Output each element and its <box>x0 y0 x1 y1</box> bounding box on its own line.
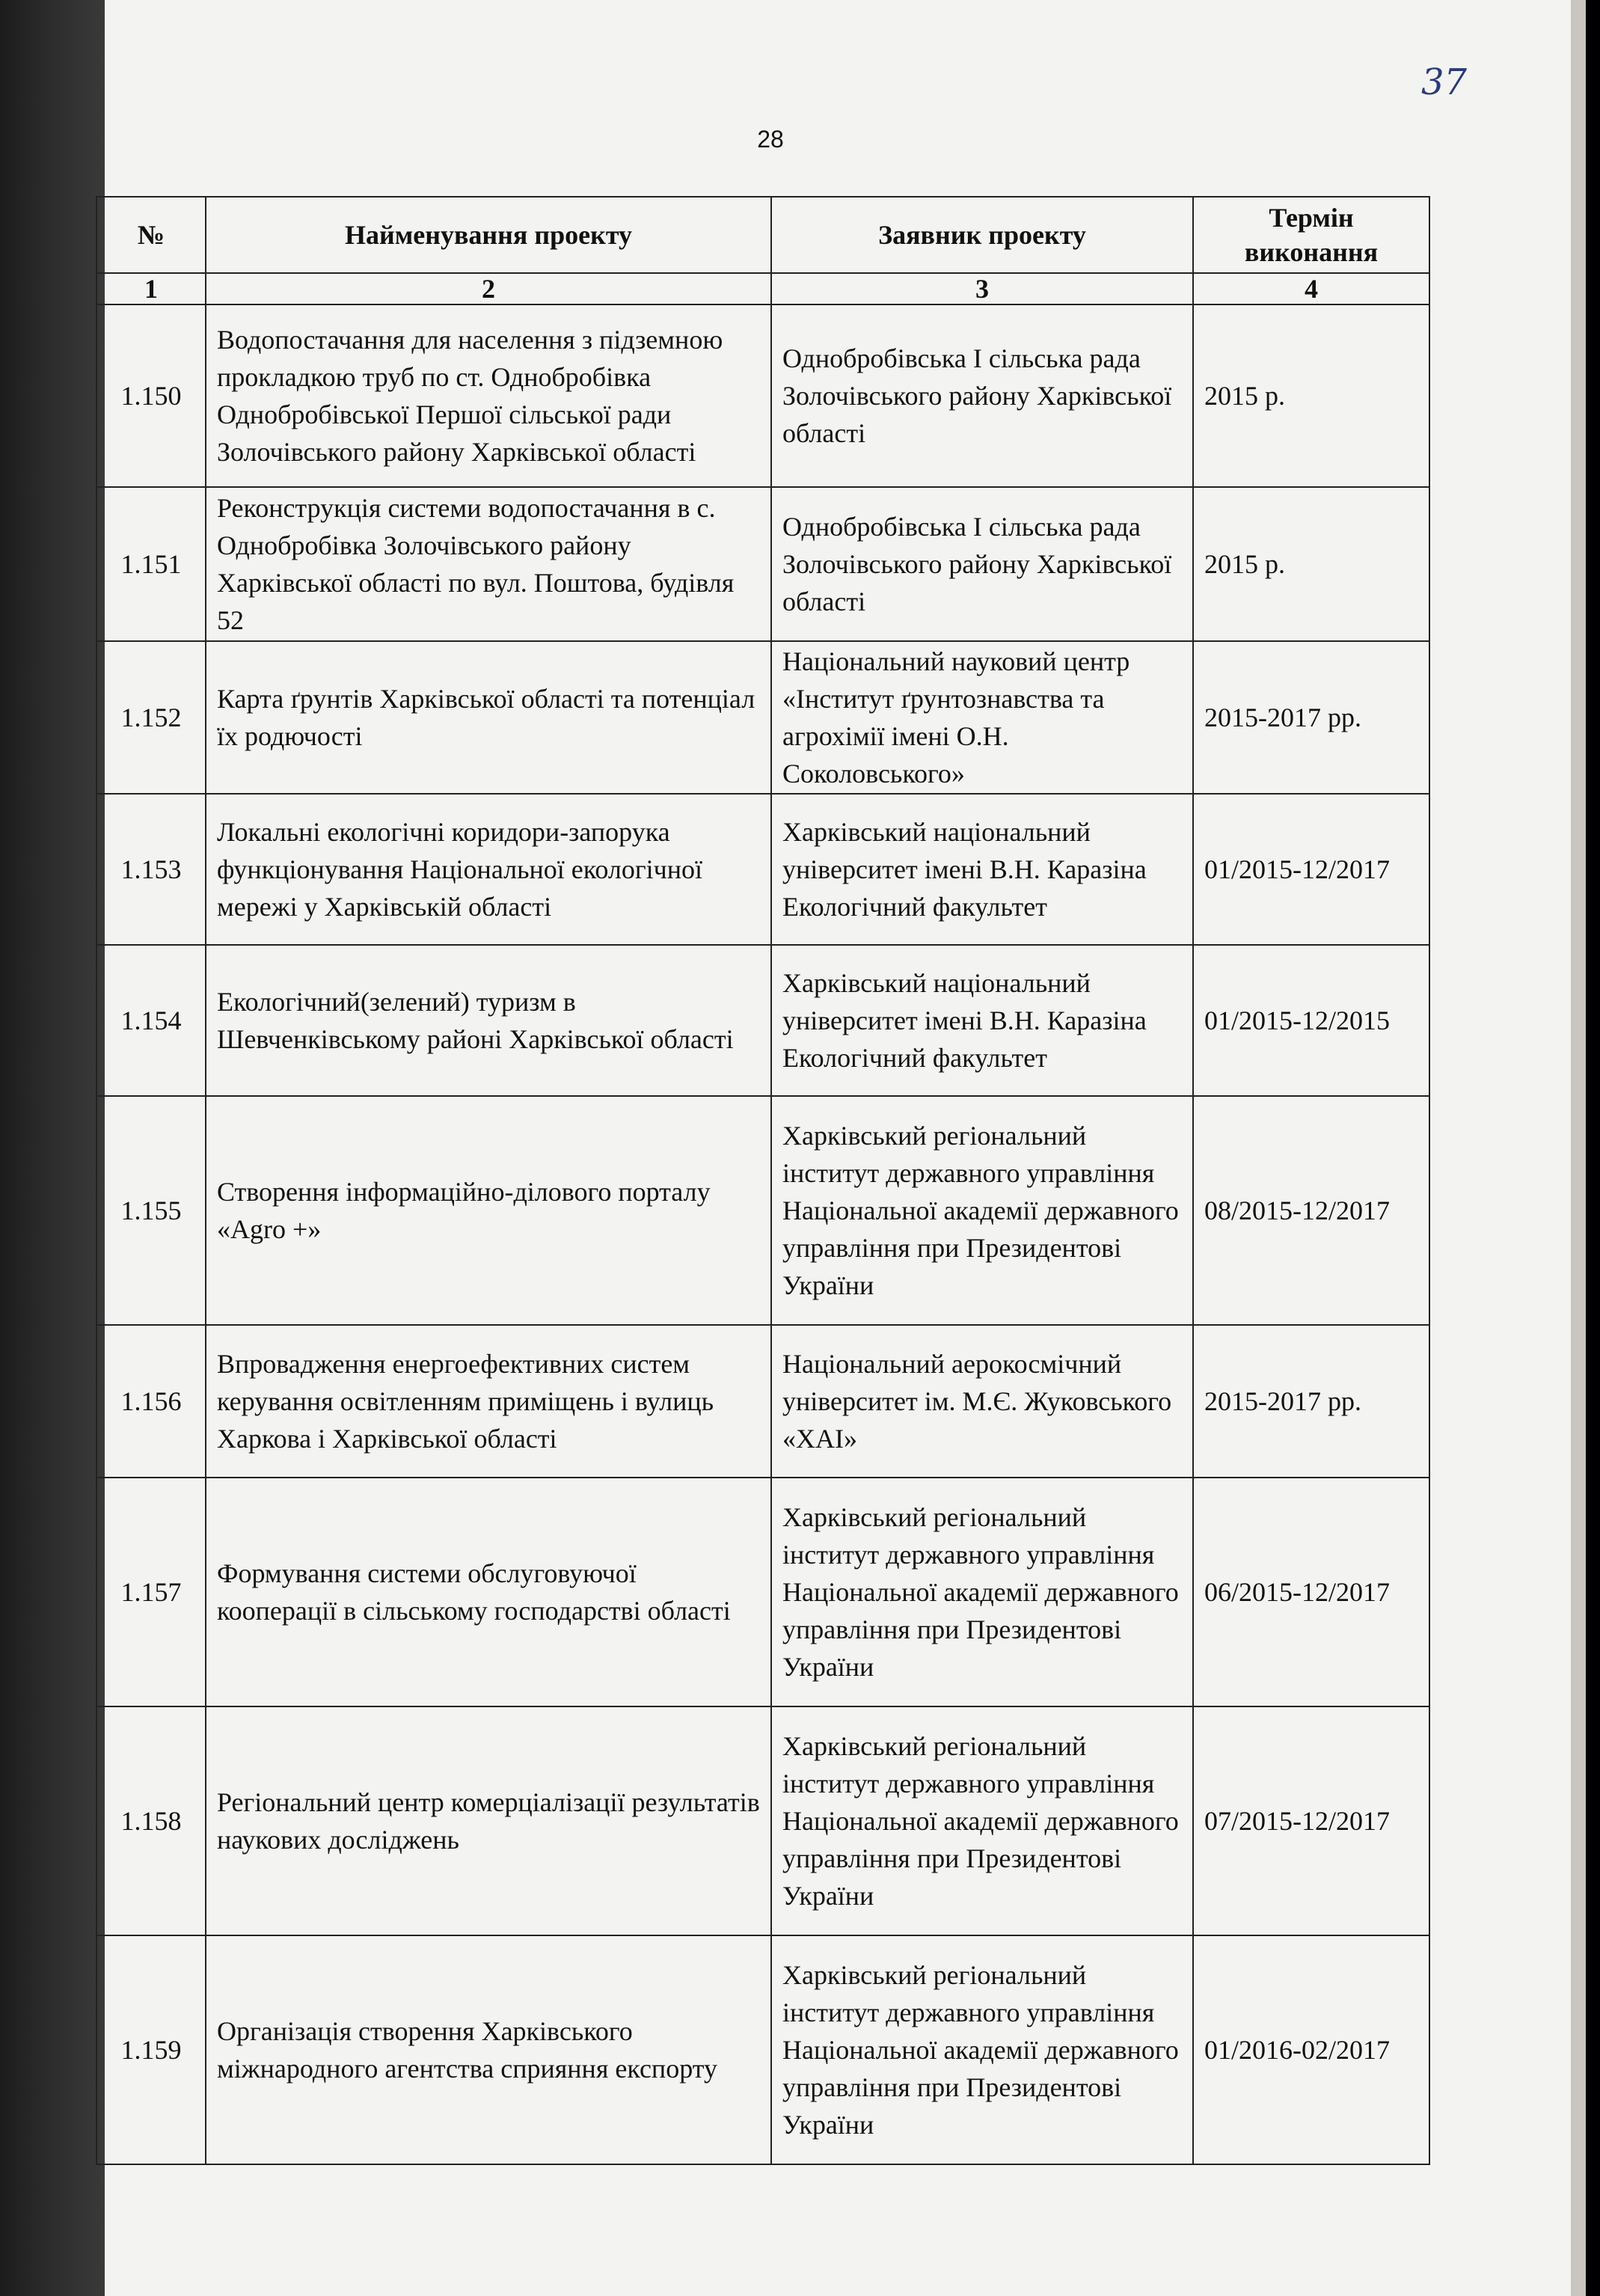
project-name: Організація створення Харківського міжнародного агентства сприяння експорту <box>206 1935 771 2164</box>
table-row <box>96 1706 1429 1935</box>
column-number: 3 <box>771 273 1193 304</box>
project-term: 01/2016-02/2017 <box>1193 1935 1429 2164</box>
project-applicant: Харківський національний університет імені В.Н. Каразіна Екологічний факультет <box>771 794 1193 945</box>
table-header-row <box>96 197 1429 273</box>
row-number: 1.155 <box>96 1096 206 1325</box>
table-row <box>96 1096 1429 1325</box>
table-row <box>96 641 1429 794</box>
row-number: 1.156 <box>96 1325 206 1478</box>
column-number: 2 <box>206 273 771 304</box>
project-name: Карта ґрунтів Харківської області та потенціал їх родючості <box>206 641 771 794</box>
header-project-name: Найменування проекту <box>206 197 771 273</box>
row-number: 1.157 <box>96 1478 206 1706</box>
header-number: № <box>96 197 206 273</box>
row-number: 1.159 <box>96 1935 206 2164</box>
project-applicant: Харківський регіональний інститут державного управління Національної академії державного управління при Президентові України <box>771 1096 1193 1325</box>
project-term: 01/2015-12/2015 <box>1193 945 1429 1096</box>
row-number: 1.158 <box>96 1706 206 1935</box>
table-row <box>96 304 1429 487</box>
column-number: 1 <box>96 273 206 304</box>
project-applicant: Однобробівська І сільська рада Золочівського району Харківської області <box>771 487 1193 641</box>
project-name: Створення інформаційно-ділового порталу «Agro +» <box>206 1096 771 1325</box>
project-name: Регіональний центр комерціалізації результатів наукових досліджень <box>206 1706 771 1935</box>
project-term: 08/2015-12/2017 <box>1193 1096 1429 1325</box>
header-applicant: Заявник проекту <box>771 197 1193 273</box>
row-number: 1.152 <box>96 641 206 794</box>
background-edge <box>0 0 105 2296</box>
table-row <box>96 1478 1429 1706</box>
table-row <box>96 487 1429 641</box>
project-name: Водопостачання для населення з підземною прокладкою труб по ст. Однобробівка Однобробівської Першої сільської ради Золочівського району Харківської області <box>206 304 771 487</box>
project-applicant: Харківський регіональний інститут державного управління Національної академії державного управління при Президентові України <box>771 1478 1193 1706</box>
project-term: 2015 р. <box>1193 304 1429 487</box>
project-name: Формування системи обслуговуючої кооперації в сільському господарстві області <box>206 1478 771 1706</box>
project-name: Локальні екологічні коридори-запорука функціонування Національної екологічної мережі у Харківській області <box>206 794 771 945</box>
projects-table <box>96 196 1430 2165</box>
column-number-row <box>96 273 1429 304</box>
project-name: Екологічний(зелений) туризм в Шевченківському районі Харківської області <box>206 945 771 1096</box>
row-number: 1.150 <box>96 304 206 487</box>
table-row <box>96 945 1429 1096</box>
project-term: 2015 р. <box>1193 487 1429 641</box>
handwritten-page-mark: 37 <box>1421 61 1468 103</box>
project-applicant: Харківський регіональний інститут державного управління Національної академії державного управління при Президентові України <box>771 1706 1193 1935</box>
table-row <box>96 1325 1429 1478</box>
column-number: 4 <box>1193 273 1429 304</box>
table-row <box>96 794 1429 945</box>
project-applicant: Харківський національний університет імені В.Н. Каразіна Екологічний факультет <box>771 945 1193 1096</box>
project-term: 2015-2017 рр. <box>1193 641 1429 794</box>
project-term: 01/2015-12/2017 <box>1193 794 1429 945</box>
project-term: 06/2015-12/2017 <box>1193 1478 1429 1706</box>
project-applicant: Однобробівська І сільська рада Золочівського району Харківської області <box>771 304 1193 487</box>
row-number: 1.153 <box>96 794 206 945</box>
header-term: Термін виконання <box>1193 197 1429 273</box>
project-term: 07/2015-12/2017 <box>1193 1706 1429 1935</box>
row-number: 1.154 <box>96 945 206 1096</box>
project-name: Впровадження енергоефективних систем керування освітленням приміщень і вулиць Харкова і Харківської області <box>206 1325 771 1478</box>
project-applicant: Харківський регіональний інститут державного управління Національної академії державного управління при Президентові України <box>771 1935 1193 2164</box>
table-row <box>96 1935 1429 2164</box>
row-number: 1.151 <box>96 487 206 641</box>
project-applicant: Національний науковий центр «Інститут ґрунтознавства та агрохімії імені О.Н. Соколовського» <box>771 641 1193 794</box>
page-number: 28 <box>757 126 784 153</box>
project-term: 2015-2017 рр. <box>1193 1325 1429 1478</box>
project-name: Реконструкція системи водопостачання в с. Однобробівка Золочівського району Харківської області по вул. Поштова, будівля 52 <box>206 487 771 641</box>
project-applicant: Національний аерокосмічний університет ім. М.Є. Жуковського «ХАІ» <box>771 1325 1193 1478</box>
